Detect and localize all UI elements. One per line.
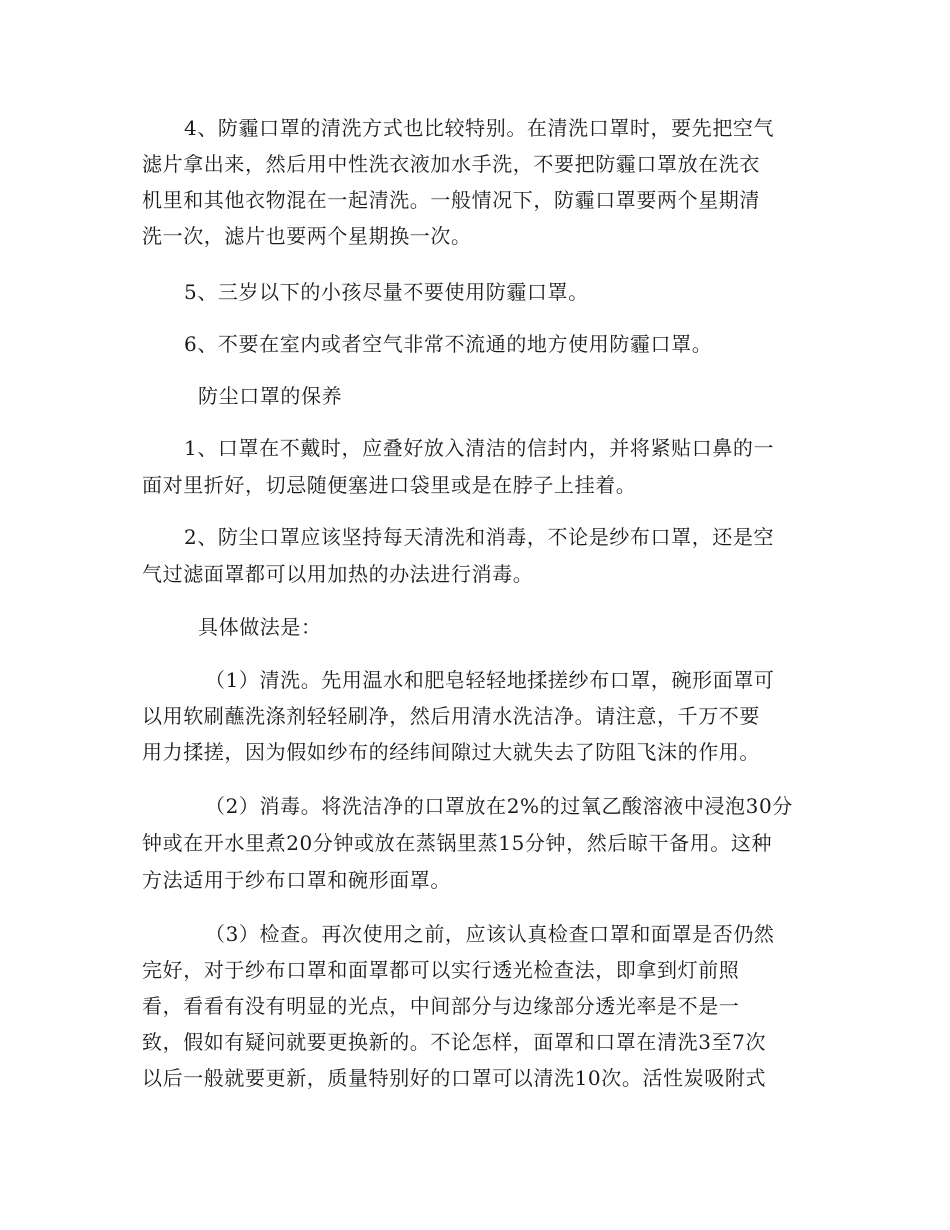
paragraph-line: 滤片拿出来，然后用中性洗衣液加水手洗，不要把防霾口罩放在洗衣 (142, 152, 760, 176)
paragraph-line: 1、口罩在不戴时，应叠好放入清洁的信封内，并将紧贴口鼻的一 (184, 436, 775, 460)
paragraph-line: 具体做法是： (198, 615, 322, 639)
paragraph-line: 钟或在开水里煮20分钟或放在蒸锅里蒸15分钟，然后晾干备用。这种 (142, 831, 773, 855)
paragraph-line: 用力揉搓，因为假如纱布的经纬间隙过大就失去了防阻飞沫的作用。 (142, 740, 760, 764)
paragraph-line: 5、三岁以下的小孩尽量不要使用防霾口罩。 (184, 280, 589, 304)
paragraph-line: 6、不要在室内或者空气非常不流通的地方使用防霾口罩。 (184, 332, 713, 356)
paragraph-line: （2）消毒。将洗洁净的口罩放在2%的过氧乙酸溶液中浸泡30分 (205, 794, 793, 818)
paragraph-line: 面对里折好，切忌随便塞进口袋里或是在脖子上挂着。 (142, 473, 637, 497)
paragraph-line: 机里和其他衣物混在一起清洗。一般情况下，防霾口罩要两个星期清 (142, 188, 760, 212)
section-heading: 防尘口罩的保养 (198, 384, 343, 408)
paragraph-line: （3）检查。再次使用之前，应该认真检查口罩和面罩是否仍然 (205, 922, 775, 946)
paragraph-line: 方法适用于纱布口罩和碗形面罩。 (142, 868, 451, 892)
paragraph-line: 以后一般就要更新，质量特别好的口罩可以清洗10次。活性炭吸附式 (142, 1066, 767, 1090)
paragraph-line: 2、防尘口罩应该坚持每天清洗和消毒，不论是纱布口罩，还是空 (184, 525, 775, 549)
paragraph-line: 看，看看有没有明显的光点，中间部分与边缘部分透光率是不是一 (142, 994, 740, 1018)
paragraph-line: 洗一次，滤片也要两个星期换一次。 (142, 224, 472, 248)
paragraph-line: 致，假如有疑问就要更换新的。不论怎样，面罩和口罩在清洗3至7次 (142, 1030, 767, 1054)
paragraph-line: 气过滤面罩都可以用加热的办法进行消毒。 (142, 562, 534, 586)
paragraph-line: （1）清洗。先用温水和肥皂轻轻地揉搓纱布口罩，碗形面罩可 (205, 668, 775, 692)
paragraph-line: 完好，对于纱布口罩和面罩都可以实行透光检查法，即拿到灯前照 (142, 958, 740, 982)
paragraph-line: 以用软刷蘸洗涤剂轻轻刷净，然后用清水洗洁净。请注意，千万不要 (142, 704, 760, 728)
paragraph-line: 4、防霾口罩的清洗方式也比较特别。在清洗口罩时，要先把空气 (184, 116, 775, 140)
